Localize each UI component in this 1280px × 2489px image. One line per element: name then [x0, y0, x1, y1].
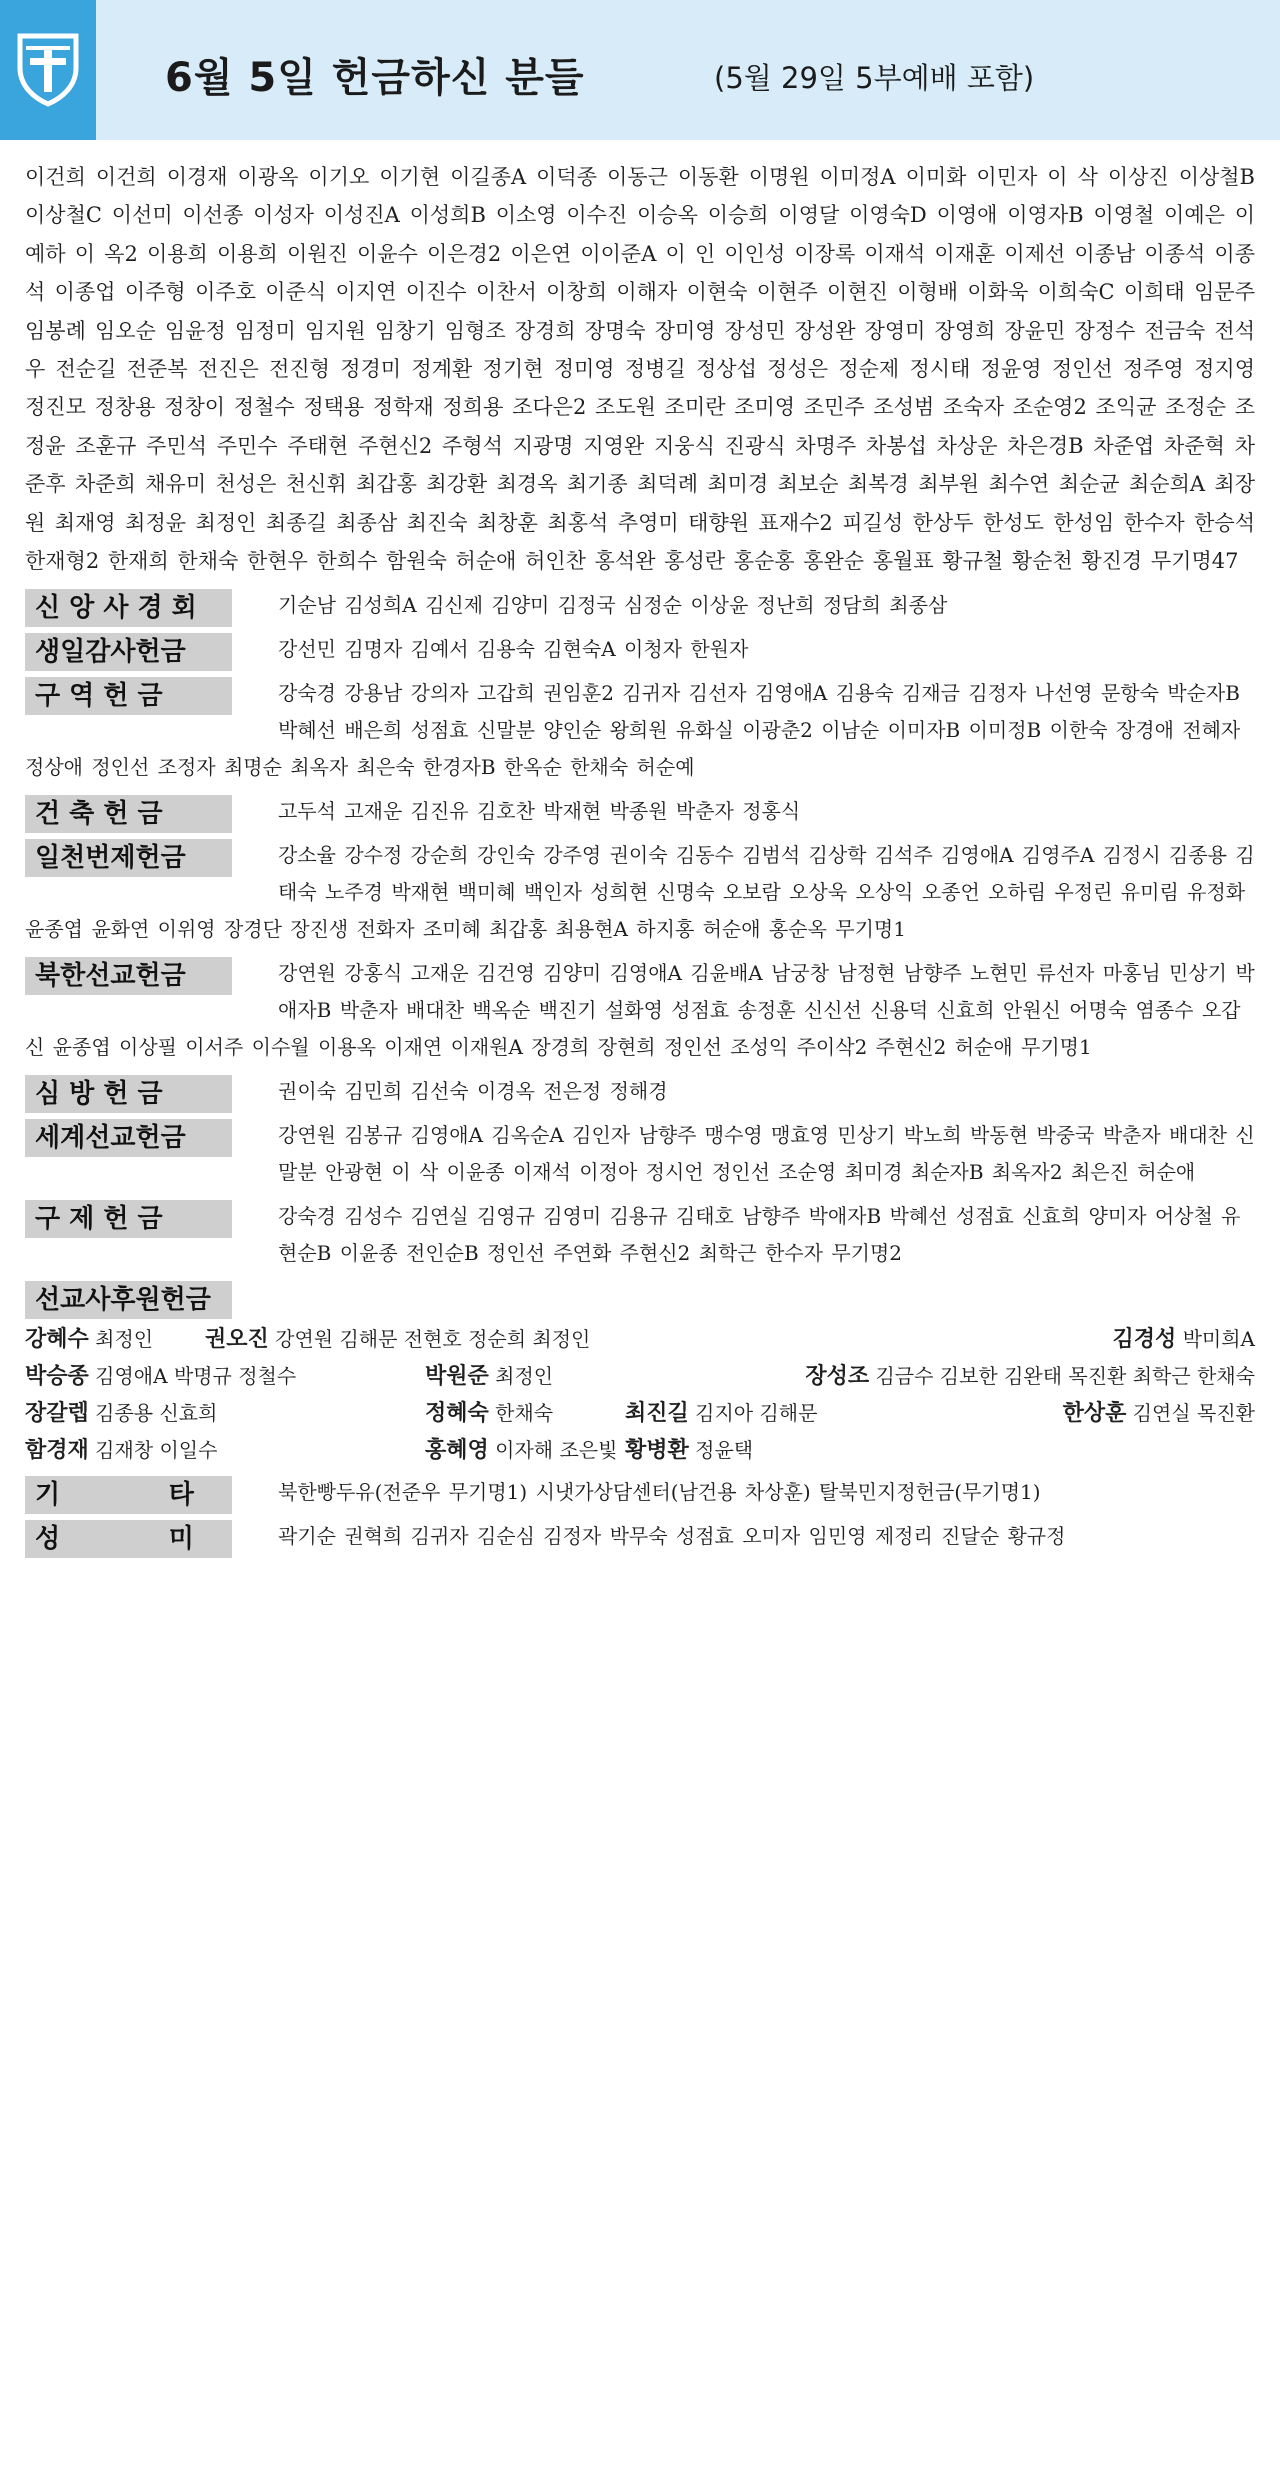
content: [0, 140, 1280, 1555]
section-names: 강연원 김봉규 김영애A 김옥순A 김인자 남향주 맹수영 맹효영 민상기 박노희 박동현 박중국 박춘자 배대찬 신말분 안광현 이 삭 이윤종 이재석 이정아 정시언 정인선 조순영 최미경 최순자B 최옥자2 최은진 허순애: [278, 1123, 1255, 1185]
page-subtitle: (5월 29일 5부예배 포함): [714, 61, 1035, 95]
supporter-names: 최정인: [495, 1364, 554, 1389]
mission-row: [25, 1393, 1255, 1430]
section-rice-offering: [25, 1518, 1255, 1555]
missionary-name: 홍혜영: [425, 1438, 489, 1464]
missionary-name: 강혜수: [25, 1327, 89, 1353]
missionary-name: 박승종: [25, 1364, 89, 1390]
mission-row: [25, 1356, 1255, 1393]
section-names: 강선민 김명자 김예서 김용숙 김현숙A 이청자 한원자: [278, 637, 749, 662]
supporter-names: 강연원 김해문 전현호 정순희 최정인: [275, 1327, 591, 1352]
section-world-mission: [25, 1117, 1255, 1191]
page-title: 6월 5일 헌금하신 분들: [165, 55, 585, 101]
supporter-names: 한채숙: [495, 1401, 554, 1426]
section-title: 생일감사헌금: [25, 633, 232, 671]
section-title: 선교사후원헌금: [25, 1281, 232, 1319]
supporter-names: 이자해 조은빛: [495, 1438, 618, 1463]
section-names: 기순남 김성희A 김신제 김양미 김정국 심정순 이상윤 정난희 정담희 최종삼: [278, 593, 948, 618]
church-logo: [0, 0, 96, 140]
section-north-korea-mission: [25, 955, 1255, 1066]
missionary-name: 황병환: [625, 1438, 689, 1464]
section-names: 권이숙 김민희 김선숙 이경옥 전은정 정해경: [278, 1079, 668, 1104]
supporter-names: 김종용 신효희: [95, 1401, 218, 1426]
section-faith-meeting: [25, 587, 1255, 624]
section-names: 강소율 강수정 강순희 강인숙 강주영 권이숙 김동수 김범석 김상학 김석주 김영애A 김영주A 김정시 김종용 김태숙 노주경 박재현 백미혜 백인자 성희현 신명숙 오보람 오상욱 오상익 오종언 오하림 우정린 유미림 유정화 윤종엽 윤화연 이위영 장경단 장진생 전화자 조미혜 최갑홍 최용현A 하지홍 허순애 홍순옥 무기명1: [25, 843, 1255, 942]
section-names: 강숙경 김성수 김연실 김영규 김영미 김용규 김태호 남향주 박애자B 박혜선 성점효 신효희 양미자 어상철 유현순B 이윤종 전인순B 정인선 주연화 주현신2 최학근 한수자 무기명2: [278, 1204, 1241, 1266]
section-title: 구 역 헌 금: [25, 677, 232, 715]
section-missionary-support: [25, 1279, 1255, 1467]
section-names: 강연원 강홍식 고재운 김건영 김양미 김영애A 김윤배A 남궁창 남정현 남향주 노현민 류선자 마홍님 민상기 박애자B 박춘자 배대찬 백옥순 백진기 설화영 성점효 송정훈 신신선 신용덕 신효희 안원신 어명숙 염종수 오갑신 윤종엽 이상필 이서주 이수월 이용옥 이재연 이재원A 장경희 장현희 정인선 조성익 주이삭2 주현신2 허순애 무기명1: [25, 961, 1255, 1060]
general-offering-names: 이건희 이건희 이경재 이광옥 이기오 이기현 이길종A 이덕종 이동근 이동환 이명원 이미정A 이미화 이민자 이 삭 이상진 이상철B 이상철C 이선미 이선종 이성자 이성진A 이성희B 이소영 이수진 이승옥 이승희 이영달 이영숙D 이영애 이영자B 이영철 이예은 이예하 이 옥2 이용희 이용희 이원진 이윤수 이은경2 이은연 이이준A 이 인 이인성 이장록 이재석 이재훈 이제선 이종남 이종석 이종석 이종업 이주형 이주호 이준식 이지연 이진수 이찬서 이창희 이해자 이현숙 이현주 이현진 이형배 이화욱 이희숙C 이희태 임문주 임봉례 임오순 임윤정 임정미 임지원 임창기 임형조 장경희 장명숙 장미영 장성민 장성완 장영미 장영희 장윤민 장정수 전금숙 전석우 전순길 전준복 전진은 전진형 정경미 정계환 정기현 정미영 정병길 정상섭 정성은 정순제 정시태 정윤영 정인선 정주영 정지영 정진모 정창용 정창이 정철수 정택용 정학재 정희용 조다은2 조도원 조미란 조미영 조민주 조성범 조숙자 조순영2 조익균 조정순 조정윤 조훈규 주민석 주민수 주태현 주현신2 주형석 지광명 지영완 지웅식 진광식 차명주 차봉섭 차상운 차은경B 차준엽 차준혁 차준후 차준희 채유미 천성은 천신휘 최갑홍 최강환 최경옥 최기종 최덕례 최미경 최보순 최복경 최부원 최수연 최순균 최순희A 최장원 최재영 최정윤 최정인 최종길 최종삼 최진숙 최창훈 최홍석 추영미 태향원 표재수2 피길성 한상두 한성도 한성임 한수자 한승석 한재형2 한재희 한채숙 한현우 한희수 함원숙 허순애 허인찬 홍석완 홍성란 홍순홍 홍완순 홍월표 황규철 황순천 황진경 무기명47: [25, 165, 1255, 574]
section-title: 심 방 헌 금: [25, 1075, 232, 1113]
cross-shield-icon: [14, 32, 82, 108]
section-names: 곽기순 권혁희 김귀자 김순심 김정자 박무숙 성점효 오미자 임민영 제정리 진달순 황규정: [278, 1524, 1066, 1549]
supporter-names: 김영애A 박명규 정철수: [95, 1364, 297, 1389]
mission-row: [25, 1430, 1255, 1467]
supporter-names: 김재창 이일수: [95, 1438, 218, 1463]
supporter-names: 최정인: [95, 1327, 154, 1352]
section-names: 강숙경 강용남 강의자 고갑희 권임훈2 김귀자 김선자 김영애A 김용숙 김재금 김정자 나선영 문항숙 박순자B 박혜선 배은희 성점효 신말분 양인순 왕희원 유화실 이광춘2 이남순 이미자B 이미정B 이한숙 장경애 전혜자 정상애 정인선 조정자 최명순 최옥자 최은숙 한경자B 한옥순 한채숙 허순예: [25, 681, 1241, 780]
missionary-name: 한상훈: [1062, 1401, 1127, 1427]
section-relief: [25, 1198, 1255, 1272]
missionary-name: 권오진: [205, 1327, 269, 1353]
section-names: 북한빵두유(전준우 무기명1) 시냇가상담센터(남건용 차상훈) 탈북민지정헌금(무기명1): [278, 1480, 1041, 1505]
section-title: 일천번제헌금: [25, 839, 232, 877]
supporter-names: 김연실 목진환: [1132, 1401, 1255, 1426]
section-title: 성 미: [25, 1520, 232, 1558]
section-visitation: [25, 1073, 1255, 1110]
supporter-names: 김금수 김보한 김완태 목진환 최학근 한채숙: [875, 1364, 1255, 1389]
section-title: 기 타: [25, 1476, 232, 1514]
missionary-name: 김경성: [1112, 1327, 1177, 1353]
section-names: 고두석 고재운 김진유 김호찬 박재현 박종원 박춘자 정홍식: [278, 799, 801, 824]
missionary-support-table-continued: [25, 1356, 1255, 1467]
supporter-names: 김지아 김해문: [695, 1401, 818, 1426]
missionary-name: 장성조: [805, 1364, 870, 1390]
missionary-name: 정혜숙: [425, 1401, 489, 1427]
section-other: [25, 1474, 1255, 1511]
section-birthday-thanks: [25, 631, 1255, 668]
supporter-names: 정윤택: [695, 1438, 754, 1463]
missionary-support-table: [25, 1319, 1255, 1356]
missionary-name: 함경재: [25, 1438, 89, 1464]
section-title: 구 제 헌 금: [25, 1200, 232, 1238]
missionary-name: 최진길: [625, 1401, 689, 1427]
section-title: 북한선교헌금: [25, 957, 232, 995]
missionary-name: 박원준: [425, 1364, 489, 1390]
page-header: [0, 0, 1280, 140]
missionary-name: 장갈렙: [25, 1401, 89, 1427]
supporter-names: 박미희A: [1182, 1327, 1255, 1352]
mission-row: [25, 1319, 1255, 1356]
section-district: [25, 675, 1255, 786]
section-title: 세계선교헌금: [25, 1119, 232, 1157]
section-building: [25, 793, 1255, 830]
section-title: 건 축 헌 금: [25, 795, 232, 833]
section-thousand-offering: [25, 837, 1255, 948]
section-title: 신 앙 사 경 회: [25, 589, 232, 627]
